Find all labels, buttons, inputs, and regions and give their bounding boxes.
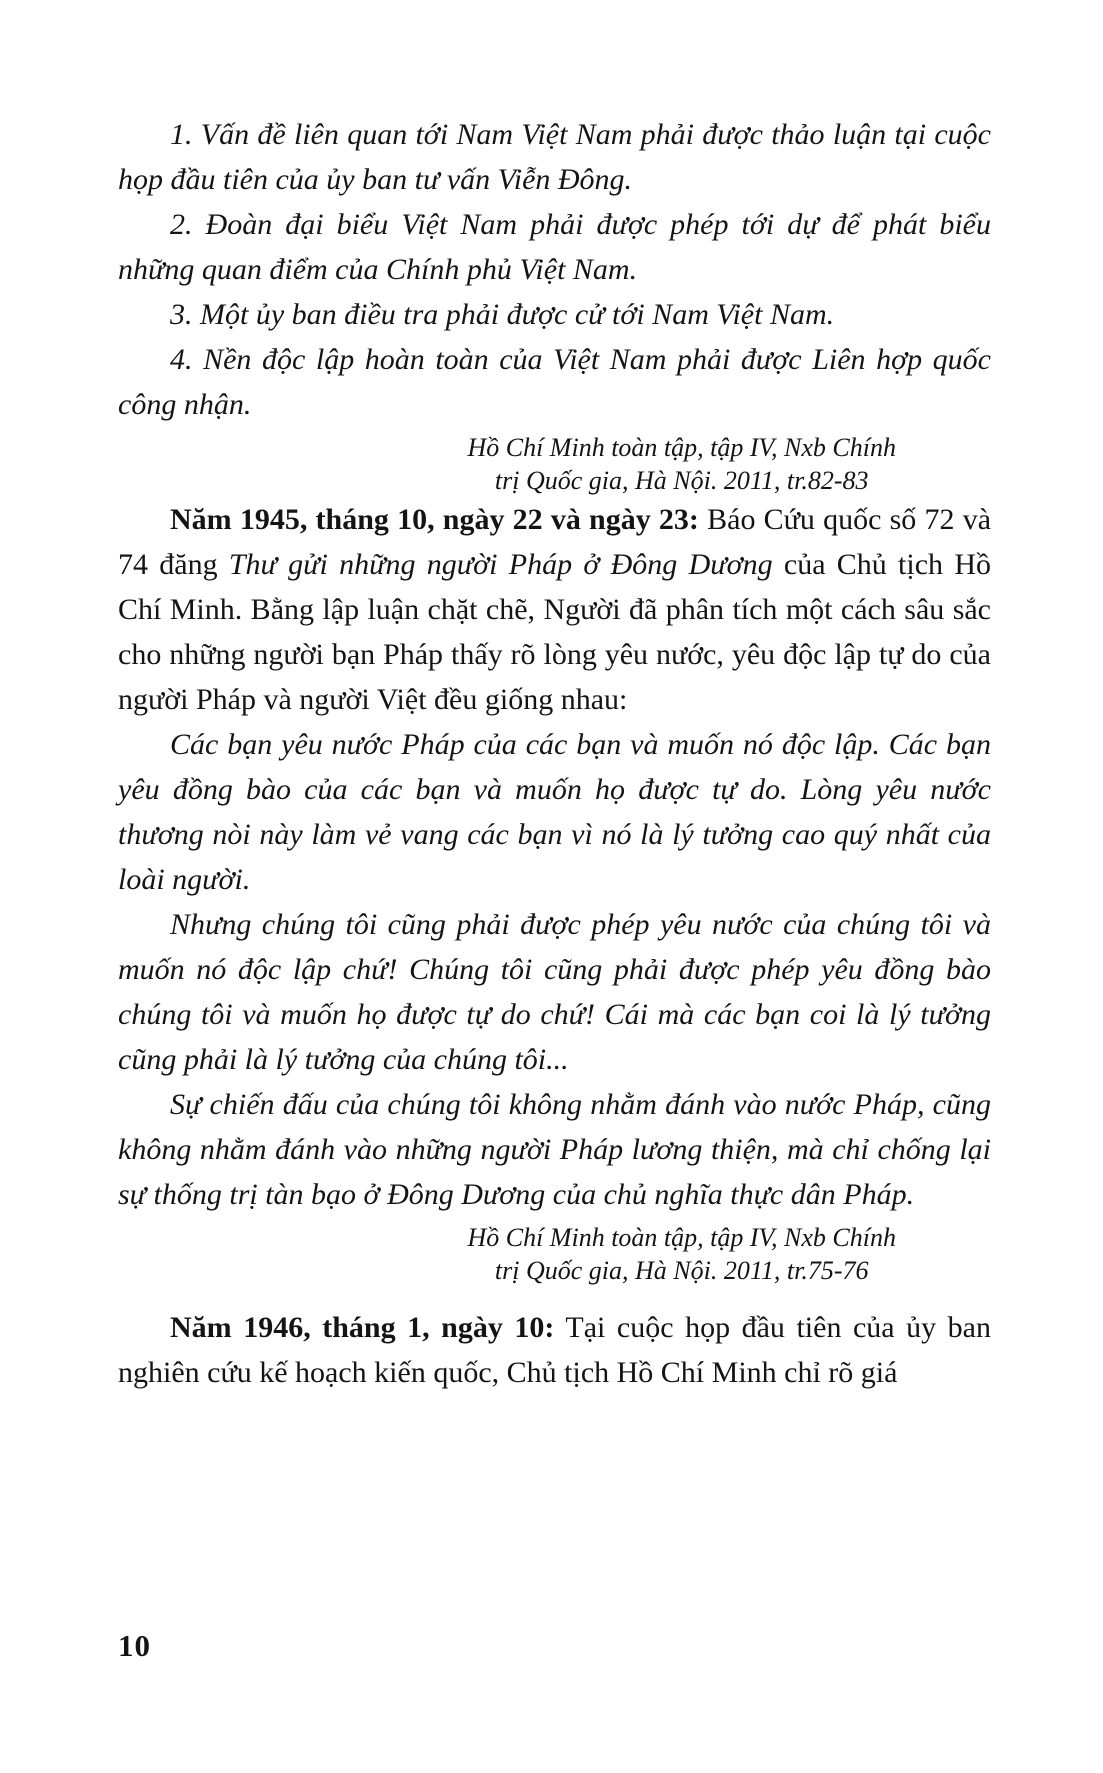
entry-1945-paragraph [118,497,991,722]
quote-paragraph-2: Nhưng chúng tôi cũng phải được phép yêu nước của chúng tôi và muốn nó độc lập chứ! Chúng tôi cũng phải được phép yêu đồng bào chúng tôi và muốn họ được tự do chứ! Cái mà các bạn coi là lý tưởng cũng phải là lý tưởng của chúng tôi... [118,908,991,1076]
entry-1946-paragraph [118,1305,991,1395]
list-item-2: 2. Đoàn đại biểu Việt Nam phải được phép tới dự để phát biểu những quan điểm của Chính phủ Việt Nam. [118,208,991,286]
citation-line: Hồ Chí Minh toàn tập, tập IV, Nxb Chính [467,1223,896,1252]
source-citation-2 [467,1221,896,1287]
list-item-3: 3. Một ủy ban điều tra phải được cử tới Nam Việt Nam. [170,298,835,331]
quote-paragraph-3: Sự chiến đấu của chúng tôi không nhằm đánh vào nước Pháp, cũng không nhằm đánh vào những người Pháp lương thiện, mà chỉ chống lại sự thống trị tàn bạo ở Đông Dương của chủ nghĩa thực dân Pháp. [118,1088,991,1211]
entry-date-lead: Năm 1946, tháng 1, ngày 10: [170,1311,555,1344]
entry-date-lead: Năm 1945, tháng 10, ngày 22 và ngày 23: [170,503,699,536]
citation-line: trị Quốc gia, Hà Nội. 2011, tr.75-76 [494,1256,869,1285]
quote-paragraph-1: Các bạn yêu nước Pháp của các bạn và muốn nó độc lập. Các bạn yêu đồng bào của các bạn và muốn họ được tự do. Lòng yêu nước thương nòi này làm vẻ vang các bạn vì nó là lý tưởng cao quý nhất của loài người. [118,728,991,896]
list-item-4: 4. Nền độc lập hoàn toàn của Việt Nam phải được Liên hợp quốc công nhận. [118,343,991,421]
list-item-1: 1. Vấn đề liên quan tới Nam Việt Nam phải được thảo luận tại cuộc họp đầu tiên của ủy ban tư vấn Viễn Đông. [118,118,991,196]
work-title: Thư gửi những người Pháp ở Đông Dương [228,548,773,581]
entry-text: của Chủ tịch Hồ Chí Minh. Bằng lập luận chặt chẽ, Người đã phân tích một cách sâu sắc cho những người bạn Pháp thấy rõ lòng yêu nước, yêu độc lập tự do của người Pháp và người Việt đều giống nhau: [118,548,991,716]
source-citation-1 [467,431,896,497]
entry-text: Tại cuộc họp đầu tiên của ủy ban nghiên cứu kế hoạch kiến quốc, Chủ tịch Hồ Chí Minh chỉ rõ giá [118,1311,992,1389]
citation-line: Hồ Chí Minh toàn tập, tập IV, Nxb Chính [467,433,896,462]
page-number: 10 [118,1628,151,1663]
entry-text: Báo Cứu quốc số 72 và 74 đăng [118,503,992,581]
page-text-block [118,112,991,1395]
citation-line: trị Quốc gia, Hà Nội. 2011, tr.82-83 [494,466,869,495]
